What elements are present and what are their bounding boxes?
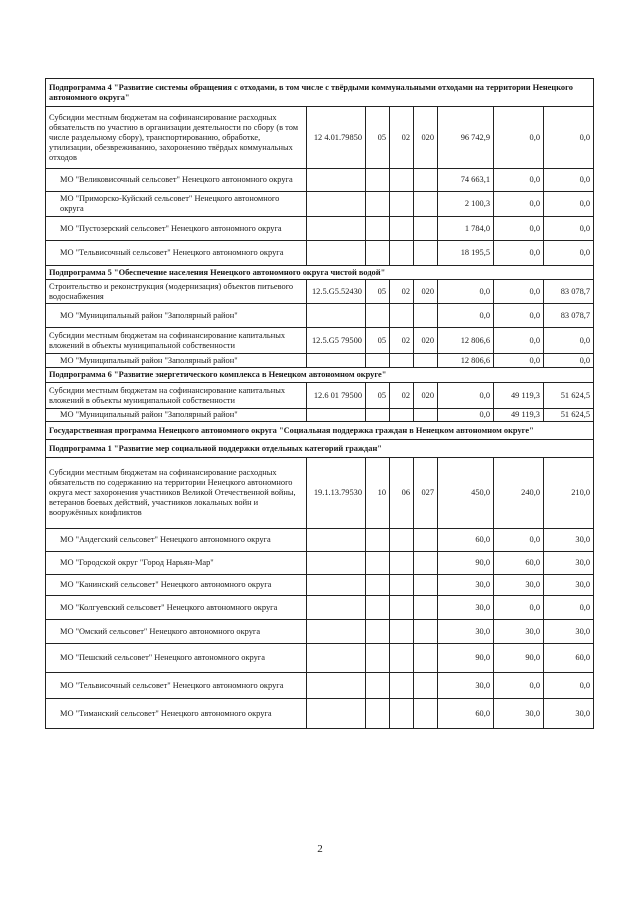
amount-year-1: 60,0 (438, 699, 494, 729)
amount-year-3: 0,0 (544, 354, 594, 368)
section-code: 05 (366, 383, 390, 409)
ministry-code: 020 (414, 328, 438, 354)
section-code (366, 217, 390, 241)
subsection-code: 02 (390, 383, 414, 409)
amount-year-2: 240,0 (494, 458, 544, 529)
ministry-code: 020 (414, 383, 438, 409)
section-code (366, 596, 390, 620)
subsection-code (390, 241, 414, 266)
amount-year-1: 30,0 (438, 575, 494, 596)
municipality-row (46, 644, 594, 673)
amount-year-1: 74 663,1 (438, 169, 494, 192)
row-name: Строительство и реконструкция (модернизация) объектов питьевого водоснабжения (46, 280, 307, 304)
municipality-row (46, 673, 594, 699)
amount-year-2: 0,0 (494, 354, 544, 368)
ministry-code: 020 (414, 107, 438, 169)
amount-year-3: 83 078,7 (544, 280, 594, 304)
row-name: МО "Тельвисочный сельсовет" Ненецкого автономного округа (46, 241, 307, 266)
ministry-code (414, 241, 438, 266)
ministry-code (414, 217, 438, 241)
amount-year-3: 60,0 (544, 644, 594, 673)
amount-year-2: 0,0 (494, 673, 544, 699)
row-name: МО "Канинский сельсовет" Ненецкого автономного округа (46, 575, 307, 596)
amount-year-1: 0,0 (438, 409, 494, 422)
page-number: 2 (317, 843, 323, 855)
amount-year-2: 0,0 (494, 107, 544, 169)
row-name: МО "Тиманский сельсовет" Ненецкого автономного округа (46, 699, 307, 729)
amount-year-2: 0,0 (494, 241, 544, 266)
subsection-code (390, 217, 414, 241)
amount-year-3: 0,0 (544, 192, 594, 217)
amount-year-3: 30,0 (544, 620, 594, 644)
ministry-code (414, 354, 438, 368)
section-code: 05 (366, 328, 390, 354)
row-name: МО "Великовисочный сельсовет" Ненецкого автономного округа (46, 169, 307, 192)
municipality-row (46, 217, 594, 241)
budget-code: 19.1.13.79530 (307, 458, 366, 529)
subsection-code (390, 596, 414, 620)
amount-year-1: 90,0 (438, 552, 494, 575)
ministry-code (414, 699, 438, 729)
section-code (366, 354, 390, 368)
budget-code (307, 596, 366, 620)
row-name: МО "Муниципальный район "Заполярный район" (46, 354, 307, 368)
section-code (366, 644, 390, 673)
budget-code (307, 644, 366, 673)
subsection-code (390, 192, 414, 217)
budget-code: 12 4.01.79850 (307, 107, 366, 169)
row-name: МО "Андегский сельсовет" Ненецкого автономного округа (46, 529, 307, 552)
amount-year-2: 0,0 (494, 529, 544, 552)
ministry-code (414, 644, 438, 673)
budget-code (307, 192, 366, 217)
amount-year-2: 49 119,3 (494, 409, 544, 422)
municipality-row (46, 241, 594, 266)
ministry-code (414, 304, 438, 328)
row-name: Субсидии местным бюджетам на софинансирование расходных обязательств по содержанию на территории Ненецкого автономного округа мест захоронения участников Великой Отечественной войны, ветеранов боевых действий, участников локальных войн и вооружённых конфликтов (46, 458, 307, 529)
subsection-code (390, 529, 414, 552)
amount-year-1: 90,0 (438, 644, 494, 673)
amount-year-2: 49 119,3 (494, 383, 544, 409)
row-name: МО "Приморско-Куйский сельсовет" Ненецкого автономного округа (46, 192, 307, 217)
amount-year-3: 30,0 (544, 699, 594, 729)
municipality-row (46, 575, 594, 596)
subsection-code (390, 169, 414, 192)
amount-year-1: 30,0 (438, 596, 494, 620)
section-code (366, 699, 390, 729)
section-code (366, 409, 390, 422)
ministry-code (414, 169, 438, 192)
row-name: МО "Муниципальный район "Заполярный район" (46, 304, 307, 328)
section-code (366, 575, 390, 596)
ministry-code (414, 552, 438, 575)
budget-code (307, 169, 366, 192)
section-code: 05 (366, 280, 390, 304)
budget-code (307, 699, 366, 729)
subsection-code (390, 304, 414, 328)
subsection-code: 02 (390, 328, 414, 354)
table-row (46, 458, 594, 529)
section-header-row (46, 440, 594, 458)
subsection-code (390, 575, 414, 596)
budget-code (307, 552, 366, 575)
amount-year-1: 30,0 (438, 673, 494, 699)
row-name: МО "Пешский сельсовет" Ненецкого автономного округа (46, 644, 307, 673)
municipality-row (46, 699, 594, 729)
subsection-code (390, 354, 414, 368)
budget-table (45, 78, 594, 729)
amount-year-3: 0,0 (544, 169, 594, 192)
amount-year-3: 0,0 (544, 673, 594, 699)
subsection-code: 06 (390, 458, 414, 529)
amount-year-2: 30,0 (494, 620, 544, 644)
ministry-code: 020 (414, 280, 438, 304)
amount-year-1: 96 742,9 (438, 107, 494, 169)
municipality-row (46, 620, 594, 644)
amount-year-3: 30,0 (544, 529, 594, 552)
ministry-code (414, 673, 438, 699)
section-code (366, 169, 390, 192)
budget-code (307, 304, 366, 328)
section-title: Подпрограмма 6 "Развитие энергетического комплекса в Ненецком автономном округе" (46, 368, 594, 383)
budget-code: 12.6 01 79500 (307, 383, 366, 409)
budget-code (307, 575, 366, 596)
section-title: Подпрограмма 5 "Обеспечение населения Ненецкого автономного округа чистой водой" (46, 266, 594, 280)
row-name: МО "Омский сельсовет" Ненецкого автономного округа (46, 620, 307, 644)
budget-code (307, 620, 366, 644)
section-code (366, 529, 390, 552)
row-name: МО "Пустозерский сельсовет" Ненецкого автономного округа (46, 217, 307, 241)
table-row (46, 328, 594, 354)
row-name: Субсидии местным бюджетам на софинансирование капитальных вложений в объекты муниципальной собственности (46, 328, 307, 354)
amount-year-1: 30,0 (438, 620, 494, 644)
section-code: 10 (366, 458, 390, 529)
amount-year-3: 0,0 (544, 328, 594, 354)
budget-code (307, 673, 366, 699)
municipality-row (46, 409, 594, 422)
amount-year-3: 51 624,5 (544, 383, 594, 409)
row-name: МО "Городской округ "Город Нарьян-Мар" (46, 552, 307, 575)
subsection-code (390, 409, 414, 422)
amount-year-3: 0,0 (544, 596, 594, 620)
budget-code: 12.5.G5.52430 (307, 280, 366, 304)
municipality-row (46, 304, 594, 328)
ministry-code (414, 620, 438, 644)
municipality-row (46, 596, 594, 620)
section-code (366, 241, 390, 266)
amount-year-2: 0,0 (494, 304, 544, 328)
ministry-code (414, 192, 438, 217)
amount-year-2: 0,0 (494, 280, 544, 304)
municipality-row (46, 169, 594, 192)
subsection-code (390, 552, 414, 575)
amount-year-3: 210,0 (544, 458, 594, 529)
amount-year-1: 0,0 (438, 280, 494, 304)
section-header-row (46, 368, 594, 383)
municipality-row (46, 354, 594, 368)
section-title: Подпрограмма 4 "Развитие системы обращения с отходами, в том числе с твёрдыми коммунальными отходами на территории Ненецкого автономного округа" (46, 79, 594, 107)
amount-year-3: 0,0 (544, 217, 594, 241)
ministry-code (414, 529, 438, 552)
section-header-row (46, 422, 594, 440)
budget-code: 12.5.G5 79500 (307, 328, 366, 354)
section-code: 05 (366, 107, 390, 169)
section-code (366, 673, 390, 699)
budget-code (307, 529, 366, 552)
amount-year-1: 12 806,6 (438, 354, 494, 368)
amount-year-2: 0,0 (494, 217, 544, 241)
amount-year-2: 30,0 (494, 699, 544, 729)
municipality-row (46, 192, 594, 217)
amount-year-2: 0,0 (494, 169, 544, 192)
amount-year-1: 1 784,0 (438, 217, 494, 241)
municipality-row (46, 552, 594, 575)
row-name: МО "Тельвисочный сельсовет" Ненецкого автономного округа (46, 673, 307, 699)
amount-year-2: 90,0 (494, 644, 544, 673)
budget-code (307, 241, 366, 266)
budget-code (307, 409, 366, 422)
ministry-code (414, 409, 438, 422)
amount-year-2: 0,0 (494, 596, 544, 620)
table-row (46, 280, 594, 304)
amount-year-1: 0,0 (438, 383, 494, 409)
budget-code (307, 217, 366, 241)
ministry-code (414, 596, 438, 620)
section-title: Подпрограмма 1 "Развитие мер социальной поддержки отдельных категорий граждан" (46, 440, 594, 458)
budget-code (307, 354, 366, 368)
amount-year-3: 0,0 (544, 107, 594, 169)
amount-year-1: 18 195,5 (438, 241, 494, 266)
amount-year-3: 30,0 (544, 575, 594, 596)
subsection-code (390, 644, 414, 673)
subsection-code (390, 699, 414, 729)
amount-year-3: 83 078,7 (544, 304, 594, 328)
section-code (366, 192, 390, 217)
amount-year-1: 12 806,6 (438, 328, 494, 354)
amount-year-1: 2 100,3 (438, 192, 494, 217)
table-row (46, 383, 594, 409)
ministry-code (414, 575, 438, 596)
table-body (46, 79, 594, 729)
amount-year-3: 30,0 (544, 552, 594, 575)
row-name: Субсидии местным бюджетам на софинансирование капитальных вложений в объекты муниципальной собственности (46, 383, 307, 409)
section-code (366, 304, 390, 328)
amount-year-2: 30,0 (494, 575, 544, 596)
amount-year-1: 60,0 (438, 529, 494, 552)
section-header-row (46, 79, 594, 107)
amount-year-2: 0,0 (494, 328, 544, 354)
amount-year-1: 450,0 (438, 458, 494, 529)
amount-year-2: 60,0 (494, 552, 544, 575)
section-code (366, 620, 390, 644)
amount-year-3: 0,0 (544, 241, 594, 266)
amount-year-3: 51 624,5 (544, 409, 594, 422)
amount-year-1: 0,0 (438, 304, 494, 328)
subsection-code: 02 (390, 280, 414, 304)
row-name: МО "Муниципальный район "Заполярный район" (46, 409, 307, 422)
subsection-code: 02 (390, 107, 414, 169)
row-name: МО "Колгуевский сельсовет" Ненецкого автономного округа (46, 596, 307, 620)
amount-year-2: 0,0 (494, 192, 544, 217)
section-header-row (46, 266, 594, 280)
subsection-code (390, 673, 414, 699)
municipality-row (46, 529, 594, 552)
subsection-code (390, 620, 414, 644)
section-title: Государственная программа Ненецкого автономного округа "Социальная поддержка граждан в Ненецком автономном округе" (46, 422, 594, 440)
table-row (46, 107, 594, 169)
row-name: Субсидии местным бюджетам на софинансирование расходных обязательств по участию в организации деятельности по сбору (в том числе раздельному сбору), транспортированию, обработке, утилизации, обезвреживанию, захоронению твёрдых коммунальных отходов (46, 107, 307, 169)
section-code (366, 552, 390, 575)
ministry-code: 027 (414, 458, 438, 529)
